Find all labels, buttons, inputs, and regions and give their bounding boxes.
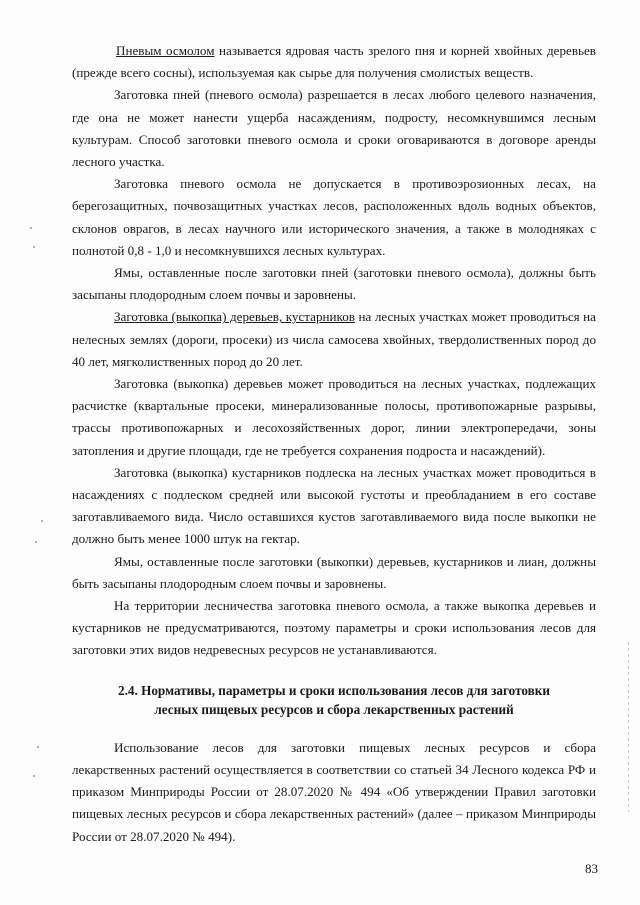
paragraph-5	[72, 306, 596, 373]
scan-speck	[30, 227, 32, 229]
spacer	[72, 719, 596, 737]
page-number: 83	[585, 861, 598, 876]
scan-speck	[33, 775, 35, 777]
paragraph-6: Заготовка (выкопка) деревьев может проводиться на лесных участках, подлежащих расчистке (квартальные просеки, минерализованные полосы, противопожарные разрывы, трассы противопожарных и лесохозяйственных дорог, линии электропередачи, зоны затопления и другие площади, где не требуется сохранения подроста и насаждений).	[72, 376, 596, 458]
body-text	[72, 40, 596, 848]
term-pnevoy-osmol: Пневым осмолом	[116, 43, 215, 58]
paragraph-4: Ямы, оставленные после заготовки пней (заготовки пневого осмола), должны быть засыпаны плодородным слоем почвы и заровнены.	[72, 265, 596, 303]
paragraph-8: Ямы, оставленные после заготовки (выкопки) деревьев, кустарников и лиан, должны быть засыпаны плодородным слоем почвы и заровнены.	[72, 553, 596, 591]
spacer	[72, 662, 596, 681]
scan-edge-line	[628, 642, 629, 812]
paragraph-3: Заготовка пневого осмола не допускается в противоэрозионных лесах, на берегозащитных, почвозащитных участках лесов, расположенных вдоль водных объектов, склонов оврагов, в лесах научного или исторического значения, а также в молодняках с полнотой 0,8 - 1,0 и несомкнувшихся лесных культурах.	[72, 176, 596, 258]
scan-speck	[41, 520, 43, 522]
paragraph-1	[72, 40, 596, 84]
paragraph-7: Заготовка (выкопка) кустарников подлеска на лесных участках может проводиться в насаждениях с подлеском средней или высокой густоты и преобладанием в его составе заготавливаемого вида. Число оставшихся кустов заготавливаемого вида после выкопки не должно быть менее 1000 штук на гектар.	[72, 464, 596, 547]
scan-speck	[33, 246, 35, 248]
paragraph-1-text: называется ядровая часть зрелого пня и корней хвойных деревьев (прежде всего сосны), используемая как сырье для получения смолистых веществ.	[72, 43, 596, 81]
paragraph-9: На территории лесничества заготовка пневого осмола, а также выкопка деревьев и кустарников не предусматриваются, поэтому параметры и сроки использования лесов для заготовки этих видов недревесных ресурсов не устанавливаются.	[72, 598, 596, 658]
section-paragraph: Использование лесов для заготовки пищевых лесных ресурсов и сбора лекарственных растений осуществляется в соответствии со статьей 34 Лесного кодекса РФ и приказом Минприроды России от 28.07.2020 № 494 «Об утверждении Правил заготовки пищевых лесных ресурсов и сбора лекарственных растений» (далее – приказом Минприроды России от 28.07.2020 № 494).	[72, 739, 596, 844]
scan-speck	[35, 541, 37, 543]
scan-speck	[37, 746, 39, 748]
paragraph-2: Заготовка пней (пневого осмола) разрешается в лесах любого целевого назначения, где она не может нанести ущерба насаждениям, подросту, несомкнувшимся лесным культурам. Способ заготовки пневого осмола и сроки оговариваются в договоре аренды лесного участка.	[72, 87, 596, 170]
section-heading: 2.4. Нормативы, параметры и сроки использования лесов для заготовки лесных пищевых ресурсов и сбора лекарственных растений	[118, 682, 550, 717]
paragraph-5-text: на лесных участках может проводиться на нелесных землях (дороги, просеки) из числа самосева хвойных, твердолиственных пород до 40 лет, мягколиственных пород до 20 лет.	[72, 309, 596, 369]
term-zagotovka-vykopka: Заготовка (выкопка) деревьев, кустарников	[114, 309, 355, 325]
